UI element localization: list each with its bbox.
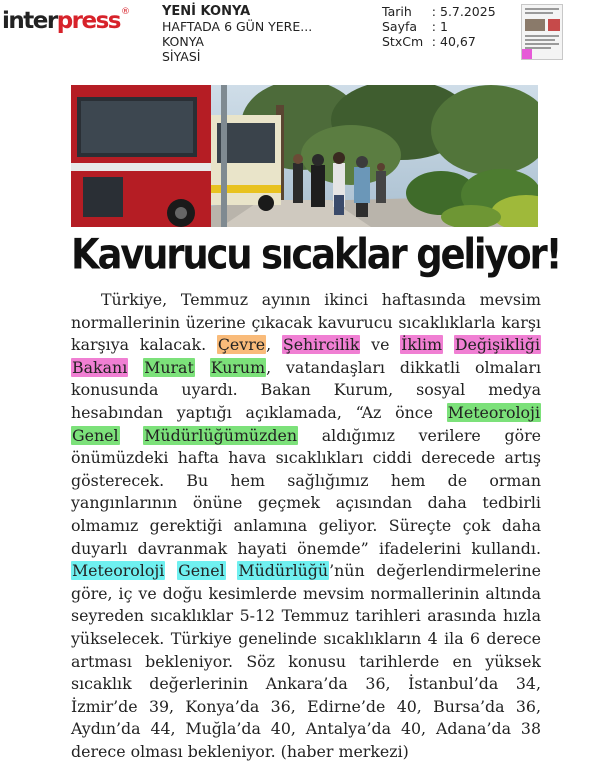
article-body [71, 289, 541, 763]
interpress-logo [2, 4, 130, 38]
body-text-part2: , vatandaşları dikkatli olmaları konusunda uyardı. Bakan Kurum, sosyal medya hesabından yaptığı açıklamada, “Az önce [71, 357, 541, 422]
body-text-part4: ’nün değerlendirmelerine göre, iç ve doğu kesimlerde mevsim normallerinin altında seyreden sıcaklıklar 5-12 Temmuz tarihleri arasında hızla yükselecek. Türkiye genelinde sıcaklıkların 4 ila 6 derece artması bekleniyor. Söz konusu tarihlerde en yüksek sıcaklık değerlerinin Ankara’da 36, İstanbul’da 34, İzmir’de 39, Konya’da 36, Edirne’de 40, Bursa’da 36, Aydın’da 44, Muğla’da 40, Antalya’da 40, Adana’da 38 derece olması bekleniyor. (haber merkezi) [71, 561, 542, 761]
article-headline: Kavurucu sıcaklar geliyor! [71, 230, 561, 279]
keyword-kurum: Kurum [210, 357, 266, 377]
meta-date-value: 5.7.2025 [440, 4, 496, 19]
keyword-bakani: Bakanı [72, 357, 128, 377]
keyword-genel-2: Genel [178, 561, 225, 581]
keyword-mudurluk-1: Müdürlüğümüzden [144, 425, 298, 445]
page-thumbnail[interactable] [521, 4, 563, 60]
meta-stxcm-value: 40,67 [440, 34, 476, 49]
meta-row-page: Sayfa : 1 [382, 19, 512, 34]
publication-section: SİYASİ [162, 49, 201, 64]
publication-frequency: HAFTADA 6 GÜN YERE... [162, 19, 313, 34]
publication-city: KONYA [162, 34, 204, 49]
body-text-intro: Türkiye, Temmuz ayının ikinci haftasında mevsim normallerinin üzerine çıkacak kavurucu sıcaklıklarla karşı karşıya kalacak. [71, 290, 541, 355]
page-location-marker [522, 49, 532, 59]
logo-wordmark [2, 8, 120, 34]
publication-info [162, 4, 362, 64]
logo-accent-text: press [56, 8, 120, 34]
meta-date-label: Tarih [382, 4, 412, 19]
keyword-degisikligi: Değişikliği [454, 335, 540, 355]
clipping-meta [382, 4, 512, 49]
meta-page-label: Sayfa [382, 19, 418, 34]
keyword-genel-1: Genel [72, 425, 119, 445]
keyword-meteoroloji-1: Meteoroloji [447, 402, 540, 422]
meta-stxcm-label: StxCm [382, 34, 424, 49]
body-text-comma: , [266, 335, 282, 355]
keyword-murat: Murat [144, 357, 194, 377]
keyword-mudurluk-2: Müdürlüğü [238, 561, 329, 581]
logo-main-text: inter [2, 8, 57, 34]
meta-page-value: 1 [440, 19, 448, 34]
meta-row-date: Tarih : 5.7.2025 [382, 4, 512, 19]
keyword-sehircilik: Şehircilik [282, 335, 360, 355]
street-scene-image [71, 85, 538, 227]
keyword-iklim: İklim [401, 335, 443, 355]
logo-registered-mark: ® [121, 7, 130, 17]
meta-row-stxcm: StxCm : 40,67 [382, 34, 512, 49]
article-photo [71, 85, 538, 227]
publication-name: YENİ KONYA [162, 4, 251, 19]
keyword-cevre: Çevre [217, 335, 266, 355]
body-text-ve: ve [360, 335, 401, 355]
keyword-meteoroloji-2: Meteoroloji [72, 561, 165, 581]
article-paragraph [71, 289, 541, 763]
body-text-part3: aldığımız verilere göre önümüzdeki hafta hava sıcaklıkları ciddi derecede artış gösterecek. Bu hem sağlığımız hem de orman yangınlarının önüne geçmek açısından daha tedbirli olmamız gerektiği anlamına geliyor. Süreçte çok daha duyarlı davranmak hayati önemde” ifadelerini kullandı. [71, 425, 541, 558]
